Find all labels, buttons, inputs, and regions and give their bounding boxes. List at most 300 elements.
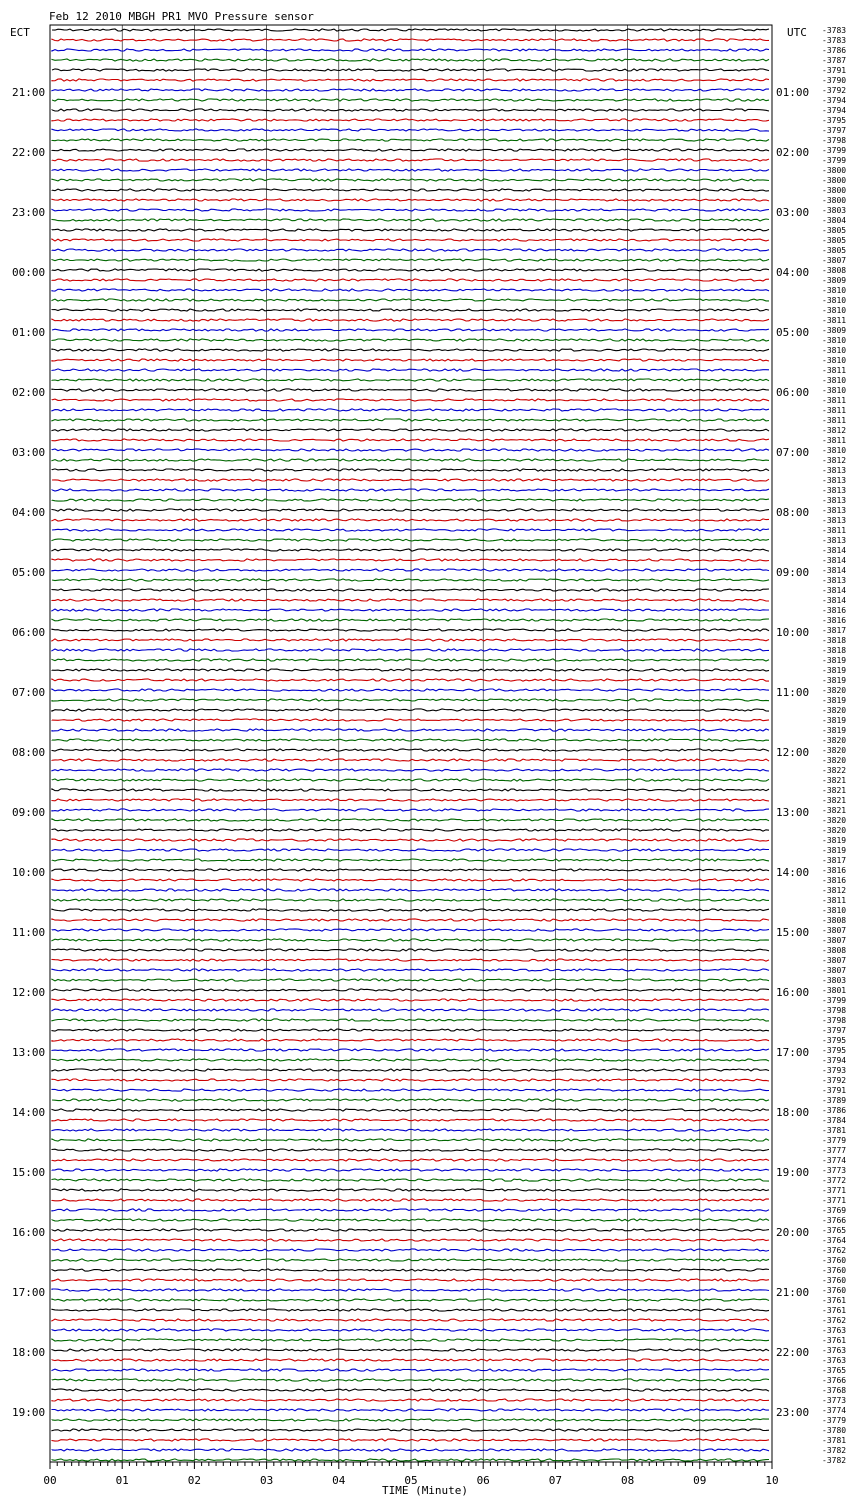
row-value-label: -3769 <box>822 1206 847 1215</box>
trace-row <box>52 1359 769 1361</box>
row-value-label: -3798 <box>822 1006 847 1015</box>
utc-hour-label: 04:00 <box>776 266 810 279</box>
trace-row <box>52 359 769 361</box>
row-value-label: -3765 <box>822 1366 847 1375</box>
row-value-label: -3804 <box>822 216 847 225</box>
row-value-label: -3820 <box>822 686 847 695</box>
trace-row <box>52 1259 769 1261</box>
trace-row <box>52 1299 769 1301</box>
row-value-label: -3800 <box>822 186 847 195</box>
ect-hour-label: 16:00 <box>12 1226 46 1239</box>
trace-row <box>52 349 769 351</box>
x-tick-label: 02 <box>187 1474 202 1487</box>
ect-hour-label: 06:00 <box>12 626 46 639</box>
row-value-label: -3805 <box>822 246 847 255</box>
x-tick-label: 07 <box>548 1474 563 1487</box>
trace-row <box>52 449 769 451</box>
trace-row <box>52 1139 769 1141</box>
row-value-label: -3807 <box>822 256 847 265</box>
trace-row <box>52 119 769 121</box>
utc-hour-label: 23:00 <box>776 1406 810 1419</box>
trace-row <box>52 609 769 611</box>
row-value-label: -3822 <box>822 766 847 775</box>
utc-hour-label: 13:00 <box>776 806 810 819</box>
row-value-label: -3763 <box>822 1346 847 1355</box>
row-value-label: -3805 <box>822 236 847 245</box>
row-value-label: -3798 <box>822 1016 847 1025</box>
ect-hour-label: 14:00 <box>12 1106 46 1119</box>
trace-row <box>52 1209 769 1211</box>
ect-hour-label: 11:00 <box>12 926 46 939</box>
trace-row <box>52 1169 769 1171</box>
row-value-label: -3808 <box>822 266 847 275</box>
row-value-label: -3760 <box>822 1286 847 1295</box>
trace-row <box>52 149 769 151</box>
row-value-label: -3774 <box>822 1156 847 1165</box>
trace-row <box>52 989 769 991</box>
row-value-label: -3813 <box>822 496 847 505</box>
row-value-label: -3811 <box>822 436 847 445</box>
row-value-label: -3792 <box>822 86 847 95</box>
row-value-label: -3794 <box>822 96 847 105</box>
row-value-label: -3810 <box>822 906 847 915</box>
row-value-label: -3811 <box>822 896 847 905</box>
trace-row <box>52 509 769 511</box>
row-value-label: -3820 <box>822 736 847 745</box>
trace-row <box>52 1389 769 1391</box>
utc-hour-label: 02:00 <box>776 146 810 159</box>
ect-hour-label: 08:00 <box>12 746 46 759</box>
utc-hour-label: 22:00 <box>776 1346 810 1359</box>
trace-row <box>52 679 769 681</box>
utc-hour-label: 07:00 <box>776 446 810 459</box>
ect-hour-label: 22:00 <box>12 146 46 159</box>
trace-row <box>52 369 769 371</box>
row-value-labels <box>822 26 846 1465</box>
row-value-label: -3803 <box>822 206 847 215</box>
row-value-label: -3813 <box>822 486 847 495</box>
x-tick-label: 00 <box>43 1474 57 1487</box>
row-value-label: -3781 <box>822 1126 847 1135</box>
trace-row <box>52 1379 769 1381</box>
row-value-label: -3794 <box>822 1056 847 1065</box>
row-value-label: -3814 <box>822 556 847 565</box>
utc-hour-label: 05:00 <box>776 326 810 339</box>
trace-row <box>52 659 769 661</box>
trace-row <box>52 1309 769 1311</box>
ect-hour-label: 21:00 <box>12 86 46 99</box>
trace-row <box>52 869 769 871</box>
trace-row <box>52 1019 769 1021</box>
trace-row <box>52 1249 769 1251</box>
row-value-label: -3814 <box>822 596 847 605</box>
trace-row <box>52 269 769 271</box>
trace-row <box>52 1449 769 1451</box>
row-value-label: -3813 <box>822 536 847 545</box>
trace-row <box>52 1439 769 1441</box>
trace-row <box>52 1049 769 1051</box>
trace-row <box>52 619 769 621</box>
row-value-label: -3765 <box>822 1226 847 1235</box>
trace-row <box>52 179 769 181</box>
ect-axis <box>12 86 45 1419</box>
row-value-label: -3812 <box>822 426 847 435</box>
row-value-label: -3794 <box>822 106 847 115</box>
trace-row <box>52 1369 769 1371</box>
trace-row <box>52 439 769 441</box>
trace-row <box>52 1089 769 1091</box>
trace-row <box>52 709 769 711</box>
trace-row <box>52 99 769 101</box>
trace-row <box>52 389 769 391</box>
trace-layer <box>52 29 769 1461</box>
trace-row <box>52 719 769 721</box>
row-value-label: -3771 <box>822 1186 847 1195</box>
trace-row <box>52 1159 769 1161</box>
x-tick-label: 08 <box>620 1474 635 1487</box>
row-value-label: -3812 <box>822 886 847 895</box>
row-value-label: -3819 <box>822 726 847 735</box>
utc-hour-label: 18:00 <box>776 1106 810 1119</box>
trace-row <box>52 1109 769 1111</box>
row-value-label: -3818 <box>822 636 847 645</box>
row-value-label: -3761 <box>822 1296 847 1305</box>
trace-row <box>52 239 769 241</box>
row-value-label: -3807 <box>822 956 847 965</box>
row-value-label: -3820 <box>822 826 847 835</box>
trace-row <box>52 289 769 291</box>
trace-row <box>52 39 769 41</box>
chart-title: Feb 12 2010 MBGH PR1 MVO Pressure sensor <box>49 10 314 23</box>
trace-row <box>52 299 769 301</box>
row-value-label: -3814 <box>822 546 847 555</box>
row-value-label: -3781 <box>822 1436 847 1445</box>
trace-row <box>52 319 769 321</box>
trace-row <box>52 669 769 671</box>
row-value-label: -3821 <box>822 796 847 805</box>
row-value-label: -3787 <box>822 56 847 65</box>
trace-row <box>52 1269 769 1271</box>
row-value-label: -3799 <box>822 996 847 1005</box>
row-value-label: -3779 <box>822 1416 847 1425</box>
row-value-label: -3763 <box>822 1356 847 1365</box>
trace-row <box>52 639 769 641</box>
row-value-label: -3795 <box>822 1046 847 1055</box>
utc-hour-label: 16:00 <box>776 986 810 999</box>
row-value-label: -3820 <box>822 706 847 715</box>
row-value-label: -3795 <box>822 116 847 125</box>
ect-hour-label: 10:00 <box>12 866 46 879</box>
trace-row <box>52 929 769 931</box>
utc-hour-label: 03:00 <box>776 206 810 219</box>
row-value-label: -3818 <box>822 646 847 655</box>
trace-row <box>52 749 769 751</box>
row-value-label: -3811 <box>822 366 847 375</box>
trace-row <box>52 1079 769 1081</box>
trace-row <box>52 1059 769 1061</box>
trace-row <box>52 909 769 911</box>
row-value-label: -3814 <box>822 586 847 595</box>
row-value-label: -3821 <box>822 806 847 815</box>
x-tick-label: 03 <box>259 1474 274 1487</box>
trace-row <box>52 839 769 841</box>
trace-row <box>52 759 769 761</box>
trace-row <box>52 339 769 341</box>
trace-row <box>52 559 769 561</box>
trace-row <box>52 569 769 571</box>
row-value-label: -3793 <box>822 1066 847 1075</box>
trace-row <box>52 1219 769 1221</box>
row-value-label: -3792 <box>822 1076 847 1085</box>
x-tick-label: 09 <box>693 1474 707 1487</box>
row-value-label: -3784 <box>822 1116 847 1125</box>
trace-row <box>52 1149 769 1151</box>
row-value-label: -3810 <box>822 296 847 305</box>
ect-hour-label: 04:00 <box>12 506 46 519</box>
trace-row <box>52 969 769 971</box>
trace-row <box>52 1429 769 1431</box>
trace-row <box>52 919 769 921</box>
trace-row <box>52 429 769 431</box>
trace-row <box>52 1409 769 1411</box>
trace-row <box>52 979 769 981</box>
row-value-label: -3820 <box>822 756 847 765</box>
row-value-label: -3760 <box>822 1266 847 1275</box>
trace-row <box>52 519 769 521</box>
row-value-label: -3773 <box>822 1396 847 1405</box>
row-value-label: -3799 <box>822 156 847 165</box>
trace-row <box>52 999 769 1001</box>
ect-hour-label: 02:00 <box>12 386 46 399</box>
trace-row <box>52 139 769 141</box>
row-value-label: -3805 <box>822 226 847 235</box>
trace-row <box>52 1329 769 1331</box>
row-value-label: -3821 <box>822 776 847 785</box>
trace-row <box>52 849 769 851</box>
trace-row <box>52 539 769 541</box>
row-value-label: -3800 <box>822 176 847 185</box>
trace-row <box>52 49 769 51</box>
trace-row <box>52 409 769 411</box>
ect-hour-label: 05:00 <box>12 566 46 579</box>
trace-row <box>52 889 769 891</box>
trace-row <box>52 769 769 771</box>
row-value-label: -3819 <box>822 846 847 855</box>
trace-row <box>52 159 769 161</box>
row-value-label: -3819 <box>822 836 847 845</box>
trace-row <box>52 1239 769 1241</box>
row-value-label: -3798 <box>822 136 847 145</box>
row-value-label: -3803 <box>822 976 847 985</box>
row-value-label: -3782 <box>822 1446 847 1455</box>
row-value-label: -3763 <box>822 1326 847 1335</box>
utc-hour-label: 10:00 <box>776 626 810 639</box>
trace-row <box>52 229 769 231</box>
row-value-label: -3816 <box>822 876 847 885</box>
row-value-label: -3760 <box>822 1276 847 1285</box>
row-value-label: -3810 <box>822 386 847 395</box>
row-value-label: -3820 <box>822 816 847 825</box>
trace-row <box>52 1349 769 1351</box>
row-value-label: -3821 <box>822 786 847 795</box>
row-value-label: -3808 <box>822 916 847 925</box>
row-value-label: -3777 <box>822 1146 847 1155</box>
ect-hour-label: 19:00 <box>12 1406 46 1419</box>
x-tick-label: 04 <box>332 1474 346 1487</box>
row-value-label: -3810 <box>822 446 847 455</box>
trace-row <box>52 1099 769 1101</box>
row-value-label: -3779 <box>822 1136 847 1145</box>
utc-axis <box>776 86 809 1419</box>
trace-row <box>52 1119 769 1121</box>
trace-row <box>52 89 769 91</box>
ect-hour-label: 03:00 <box>12 446 46 459</box>
row-value-label: -3809 <box>822 276 847 285</box>
row-value-label: -3768 <box>822 1386 847 1395</box>
trace-row <box>52 1009 769 1011</box>
trace-row <box>52 459 769 461</box>
row-value-label: -3761 <box>822 1306 847 1315</box>
trace-row <box>52 109 769 111</box>
row-value-label: -3791 <box>822 66 847 75</box>
row-value-label: -3797 <box>822 1026 847 1035</box>
row-value-label: -3813 <box>822 506 847 515</box>
trace-row <box>52 469 769 471</box>
row-value-label: -3811 <box>822 406 847 415</box>
row-value-label: -3812 <box>822 456 847 465</box>
row-value-label: -3819 <box>822 666 847 675</box>
row-value-label: -3819 <box>822 676 847 685</box>
ect-hour-label: 12:00 <box>12 986 46 999</box>
trace-row <box>52 379 769 381</box>
trace-row <box>52 499 769 501</box>
row-value-label: -3766 <box>822 1376 847 1385</box>
row-value-label: -3813 <box>822 466 847 475</box>
trace-row <box>52 79 769 81</box>
row-value-label: -3810 <box>822 306 847 315</box>
trace-row <box>52 199 769 201</box>
row-value-label: -3811 <box>822 416 847 425</box>
utc-hour-label: 19:00 <box>776 1166 810 1179</box>
utc-hour-label: 14:00 <box>776 866 810 879</box>
row-value-label: -3764 <box>822 1236 847 1245</box>
row-value-label: -3816 <box>822 866 847 875</box>
ect-hour-label: 18:00 <box>12 1346 46 1359</box>
trace-row <box>52 309 769 311</box>
trace-row <box>52 1459 769 1461</box>
trace-row <box>52 949 769 951</box>
trace-row <box>52 729 769 731</box>
trace-row <box>52 819 769 821</box>
utc-hour-label: 20:00 <box>776 1226 810 1239</box>
utc-hour-label: 12:00 <box>776 746 810 759</box>
row-value-label: -3771 <box>822 1196 847 1205</box>
row-value-label: -3790 <box>822 76 847 85</box>
row-value-label: -3810 <box>822 356 847 365</box>
trace-row <box>52 249 769 251</box>
trace-row <box>52 809 769 811</box>
x-tick-label: 06 <box>476 1474 490 1487</box>
row-value-label: -3811 <box>822 396 847 405</box>
row-value-label: -3816 <box>822 606 847 615</box>
row-value-label: -3817 <box>822 626 847 635</box>
trace-row <box>52 219 769 221</box>
row-value-label: -3800 <box>822 196 847 205</box>
trace-row <box>52 579 769 581</box>
row-value-label: -3799 <box>822 146 847 155</box>
row-value-label: -3760 <box>822 1256 847 1265</box>
trace-row <box>52 549 769 551</box>
trace-row <box>52 399 769 401</box>
trace-row <box>52 479 769 481</box>
x-tick-label: 10 <box>765 1474 779 1487</box>
utc-hour-label: 17:00 <box>776 1046 810 1059</box>
row-value-label: -3820 <box>822 746 847 755</box>
trace-row <box>52 629 769 631</box>
trace-row <box>52 899 769 901</box>
row-value-label: -3807 <box>822 926 847 935</box>
row-value-label: -3774 <box>822 1406 847 1415</box>
trace-row <box>52 1189 769 1191</box>
utc-hour-label: 06:00 <box>776 386 810 399</box>
trace-row <box>52 1339 769 1341</box>
row-value-label: -3782 <box>822 1456 847 1465</box>
x-tick-label: 05 <box>404 1474 418 1487</box>
ect-hour-label: 07:00 <box>12 686 46 699</box>
row-value-label: -3773 <box>822 1166 847 1175</box>
row-value-label: -3783 <box>822 36 847 45</box>
trace-row <box>52 1279 769 1281</box>
trace-row <box>52 1179 769 1181</box>
trace-row <box>52 689 769 691</box>
row-value-label: -3819 <box>822 716 847 725</box>
row-value-label: -3780 <box>822 1426 847 1435</box>
trace-row <box>52 169 769 171</box>
trace-row <box>52 129 769 131</box>
row-value-label: -3797 <box>822 126 847 135</box>
row-value-label: -3807 <box>822 966 847 975</box>
trace-row <box>52 1419 769 1421</box>
trace-row <box>52 599 769 601</box>
row-value-label: -3811 <box>822 316 847 325</box>
row-value-label: -3808 <box>822 946 847 955</box>
utc-hour-label: 09:00 <box>776 566 810 579</box>
trace-row <box>52 959 769 961</box>
trace-row <box>52 1129 769 1131</box>
trace-row <box>52 209 769 211</box>
trace-row <box>52 829 769 831</box>
row-value-label: -3809 <box>822 326 847 335</box>
trace-row <box>52 1069 769 1071</box>
row-value-label: -3791 <box>822 1086 847 1095</box>
trace-row <box>52 589 769 591</box>
trace-row <box>52 879 769 881</box>
trace-row <box>52 1039 769 1041</box>
trace-row <box>52 739 769 741</box>
utc-hour-label: 15:00 <box>776 926 810 939</box>
trace-row <box>52 859 769 861</box>
ect-hour-label: 09:00 <box>12 806 46 819</box>
row-value-label: -3801 <box>822 986 847 995</box>
trace-row <box>52 529 769 531</box>
row-value-label: -3811 <box>822 526 847 535</box>
x-tick-label: 01 <box>115 1474 129 1487</box>
trace-row <box>52 59 769 61</box>
row-value-label: -3816 <box>822 616 847 625</box>
row-value-label: -3813 <box>822 576 847 585</box>
row-value-label: -3810 <box>822 286 847 295</box>
utc-header: UTC <box>787 26 807 39</box>
